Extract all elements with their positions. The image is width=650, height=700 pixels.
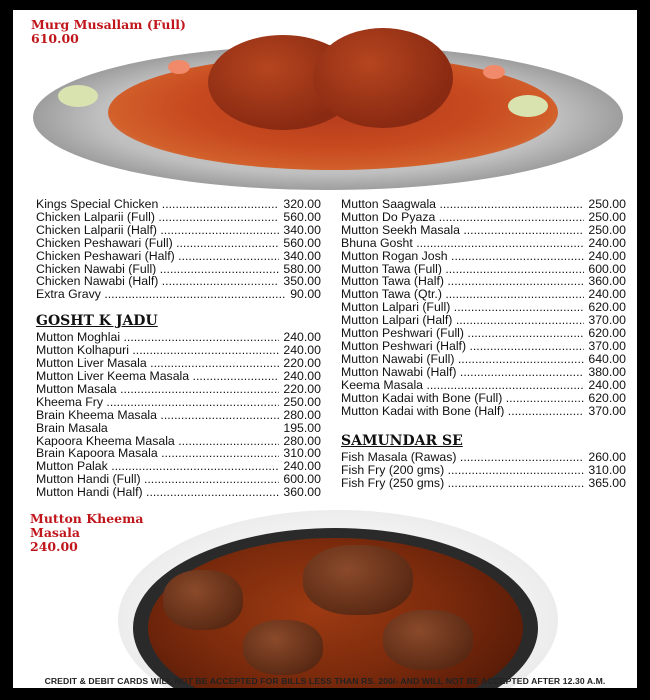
menu-item-price: 600.00 bbox=[283, 472, 321, 487]
menu-item bbox=[341, 392, 626, 405]
menu-item-price: 195.00 bbox=[283, 420, 321, 435]
menu-item-price: 240.00 bbox=[283, 368, 321, 383]
menu-item bbox=[341, 314, 626, 327]
menu-item-name: Mutton Palak ..... bbox=[36, 460, 279, 473]
menu-item-price: 240.00 bbox=[283, 343, 321, 358]
menu-item bbox=[341, 250, 626, 263]
menu-item-price: 220.00 bbox=[283, 381, 321, 396]
menu-item-name: Extra Gravy ..... bbox=[36, 288, 286, 301]
menu-item-price: 280.00 bbox=[283, 407, 321, 422]
menu-item-name: Mutton Liver Masala ..... bbox=[36, 357, 279, 370]
menu-item-name: Mutton Nawabi (Full) ..... bbox=[341, 353, 584, 366]
meat-chunk bbox=[303, 545, 413, 615]
menu-item-name: Mutton Peshwari (Full) ..... bbox=[341, 327, 584, 340]
menu-item bbox=[341, 224, 626, 237]
menu-item bbox=[341, 340, 626, 353]
menu-item bbox=[341, 353, 626, 366]
garnish bbox=[508, 95, 548, 117]
menu-item-name: Mutton Lalpari (Full) ..... bbox=[341, 301, 584, 314]
meat-chunk bbox=[243, 620, 323, 675]
menu-item bbox=[341, 263, 626, 276]
footer-note: CREDIT & DEBIT CARDS WILL NOT BE ACCEPTED FOR BILLS LESS THAN RS. 200/- AND WILL NOT BE ACCEPTED AFTER 12.30 A.M. bbox=[44, 676, 606, 686]
menu-item bbox=[341, 288, 626, 301]
meat-chunk bbox=[383, 610, 473, 670]
menu-item-name: Mutton Rogan Josh ..... bbox=[341, 250, 584, 263]
featured-price: 240.00 bbox=[30, 539, 78, 554]
menu-item-name: Mutton Tawa (Qtr.) ..... bbox=[341, 288, 584, 301]
menu-item-price: 620.00 bbox=[588, 300, 626, 315]
menu-item-name: Mutton Do Pyaza ..... bbox=[341, 211, 584, 224]
menu-item bbox=[36, 357, 321, 370]
menu-item bbox=[36, 237, 321, 250]
menu-item-name: Chicken Nawabi (Half) ..... bbox=[36, 275, 279, 288]
menu-item-name: Mutton Kadai with Bone (Full) ..... bbox=[341, 392, 584, 405]
featured-name: Murg Musallam (Full) bbox=[31, 17, 186, 32]
menu-item bbox=[36, 198, 321, 211]
menu-item bbox=[36, 473, 321, 486]
garnish bbox=[58, 85, 98, 107]
menu-item bbox=[36, 250, 321, 263]
menu-item bbox=[36, 370, 321, 383]
menu-item-name: Mutton Kolhapuri ..... bbox=[36, 344, 279, 357]
menu-item bbox=[341, 211, 626, 224]
menu-item bbox=[341, 301, 626, 314]
menu-item-price: 250.00 bbox=[283, 394, 321, 409]
menu-item bbox=[36, 383, 321, 396]
menu-item-price: 220.00 bbox=[283, 356, 321, 371]
meat-chunk bbox=[163, 570, 243, 630]
menu-item-name: Chicken Nawabi (Full) ..... bbox=[36, 263, 279, 276]
featured-dish-top bbox=[31, 18, 186, 46]
menu-item bbox=[36, 275, 321, 288]
featured-price: 610.00 bbox=[31, 31, 79, 46]
menu-item-name: Mutton Tawa (Full) ..... bbox=[341, 263, 584, 276]
menu-item-name: Kapoora Kheema Masala ..... bbox=[36, 435, 279, 448]
menu-item-name: Mutton Tawa (Half) ..... bbox=[341, 275, 584, 288]
garnish bbox=[168, 60, 190, 74]
menu-item-name: Fish Fry (250 gms) ..... bbox=[341, 477, 584, 490]
menu-item bbox=[341, 477, 626, 490]
menu-item-price: 250.00 bbox=[588, 197, 626, 211]
menu-item bbox=[341, 366, 626, 379]
menu-item-price: 360.00 bbox=[283, 485, 321, 500]
menu-item-name: Mutton Liver Keema Masala ..... bbox=[36, 370, 279, 383]
menu-item bbox=[341, 275, 626, 288]
menu-item-price: 240.00 bbox=[588, 248, 626, 263]
menu-item-price: 620.00 bbox=[588, 390, 626, 405]
featured-dish-bottom bbox=[30, 512, 143, 554]
menu-item-name: Bhuna Gosht ..... bbox=[341, 237, 584, 250]
menu-item-price: 580.00 bbox=[283, 261, 321, 276]
menu-item bbox=[341, 237, 626, 250]
chicken-piece bbox=[313, 28, 453, 128]
menu-item-name: Mutton Saagwala ..... bbox=[341, 198, 584, 211]
menu-item-name: Kheema Fry ..... bbox=[36, 396, 279, 409]
menu-item-price: 620.00 bbox=[588, 326, 626, 341]
menu-item bbox=[36, 211, 321, 224]
menu-item-price: 240.00 bbox=[283, 459, 321, 474]
menu-item-name: Mutton Kadai with Bone (Half) ..... bbox=[341, 405, 584, 418]
menu-item-name: Mutton Nawabi (Half) ..... bbox=[341, 366, 584, 379]
featured-name-line1: Mutton Kheema bbox=[30, 511, 144, 526]
menu-item bbox=[341, 198, 626, 211]
menu-item-name: Mutton Masala ..... bbox=[36, 383, 279, 396]
menu-item bbox=[36, 344, 321, 357]
menu-item bbox=[36, 224, 321, 237]
menu-item bbox=[36, 288, 321, 301]
menu-item-price: 370.00 bbox=[588, 338, 626, 353]
section-title-gosht-k-jadu: GOSHT K JADU bbox=[36, 313, 158, 330]
menu-item-price: 365.00 bbox=[588, 476, 626, 491]
menu-item bbox=[36, 447, 321, 460]
menu-item bbox=[341, 327, 626, 340]
section-title-samundar-se: SAMUNDAR SE bbox=[341, 433, 463, 450]
left-menu-column bbox=[36, 198, 321, 499]
menu-item-price: 310.00 bbox=[283, 446, 321, 461]
menu-item-name: Mutton Handi (Full) ..... bbox=[36, 473, 279, 486]
menu-item-name: Brain Masala bbox=[36, 421, 108, 435]
menu-item-name: Mutton Handi (Half) ..... bbox=[36, 486, 279, 499]
menu-item-name: Kings Special Chicken ..... bbox=[36, 198, 279, 211]
menu-item bbox=[36, 396, 321, 409]
menu-item-price: 250.00 bbox=[588, 222, 626, 237]
menu-item-price: 560.00 bbox=[283, 235, 321, 250]
menu-item bbox=[341, 405, 626, 418]
menu-item-price: 280.00 bbox=[283, 433, 321, 448]
menu-item-price: 640.00 bbox=[588, 351, 626, 366]
menu-item-name: Brain Kheema Masala ..... bbox=[36, 409, 279, 422]
menu-item-price: 260.00 bbox=[588, 450, 626, 465]
menu-item bbox=[341, 451, 626, 464]
menu-item-price: 340.00 bbox=[283, 222, 321, 237]
featured-name-line2: Masala bbox=[30, 525, 80, 540]
menu-item-price: 240.00 bbox=[588, 287, 626, 302]
menu-item-price: 360.00 bbox=[588, 274, 626, 289]
menu-item-price: 320.00 bbox=[283, 197, 321, 211]
menu-item bbox=[36, 435, 321, 448]
right-menu-column bbox=[341, 198, 626, 490]
menu-item-price: 380.00 bbox=[588, 364, 626, 379]
menu-item bbox=[36, 263, 321, 276]
menu-item bbox=[341, 464, 626, 477]
menu-item-name: Mutton Lalpari (Half) ..... bbox=[341, 314, 584, 327]
menu-item-price: 370.00 bbox=[588, 403, 626, 418]
menu-item-price: 240.00 bbox=[283, 330, 321, 345]
menu-item-name: Chicken Peshawari (Full) ..... bbox=[36, 237, 279, 250]
menu-item-price: 370.00 bbox=[588, 313, 626, 328]
menu-item-price: 600.00 bbox=[588, 261, 626, 276]
menu-item-price: 250.00 bbox=[588, 209, 626, 224]
menu-item-name: Mutton Moghlai ..... bbox=[36, 331, 279, 344]
menu-item bbox=[36, 460, 321, 473]
menu-item-name: Mutton Seekh Masala ..... bbox=[341, 224, 584, 237]
menu-item-price: 310.00 bbox=[588, 463, 626, 478]
menu-item-price: 240.00 bbox=[588, 377, 626, 392]
menu-item-name: Mutton Peshwari (Half) ..... bbox=[341, 340, 584, 353]
menu-item-price: 90.00 bbox=[290, 287, 321, 302]
menu-item-price: 560.00 bbox=[283, 209, 321, 224]
menu-item bbox=[36, 409, 321, 422]
menu-item-price: 240.00 bbox=[588, 235, 626, 250]
menu-page bbox=[13, 10, 637, 688]
menu-item bbox=[36, 331, 321, 344]
menu-item bbox=[36, 422, 321, 435]
menu-item bbox=[36, 486, 321, 499]
menu-item-name: Chicken Lalparii (Half) ..... bbox=[36, 224, 279, 237]
menu-item-name: Brain Kapoora Masala ..... bbox=[36, 447, 279, 460]
menu-item-price: 350.00 bbox=[283, 274, 321, 289]
garnish bbox=[483, 65, 505, 79]
menu-item-name: Keema Masala ..... bbox=[341, 379, 584, 392]
menu-item bbox=[341, 379, 626, 392]
menu-item-name: Fish Masala (Rawas) ..... bbox=[341, 451, 584, 464]
menu-item-name: Chicken Peshawari (Half) ..... bbox=[36, 250, 279, 263]
menu-item-name: Chicken Lalparii (Full) ..... bbox=[36, 211, 279, 224]
menu-item-price: 340.00 bbox=[283, 248, 321, 263]
menu-item-name: Fish Fry (200 gms) ..... bbox=[341, 464, 584, 477]
